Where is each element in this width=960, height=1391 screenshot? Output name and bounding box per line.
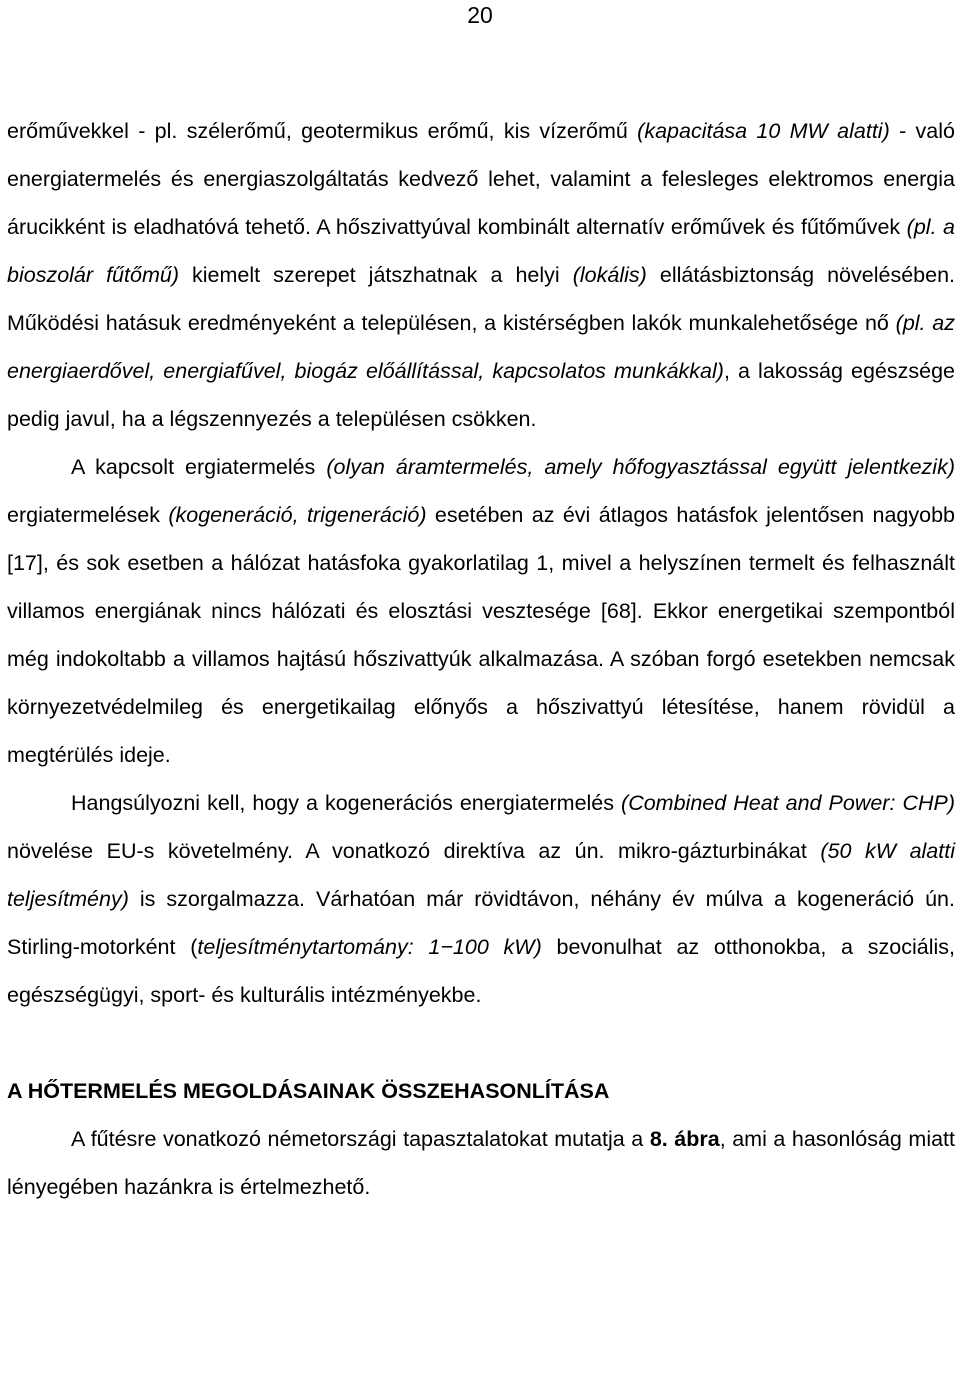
text-run: , a lakosság egészsége pedig javul, ha a légszennyezés a településen csökken. (7, 359, 956, 431)
text-run: (pl. az energiaerdővel, energiafűvel, biogáz előállítással, kapcsolatos munkákkal) (7, 311, 955, 383)
text-run: - való energiatermelés és energiaszolgáltatás kedvező lehet, valamint a felesleges elektromos energia árucikként is eladhatóvá tehető. A hőszivattyúval kombinált alternatív erőművek és fűtőművek (7, 119, 955, 239)
text-run: (kapacitása 10 MW alatti) (637, 119, 890, 143)
paragraph-heating (7, 1115, 955, 1211)
text-run: (50 kW alatti teljesítmény) (7, 839, 955, 911)
section-heading: A HŐTERMELÉS MEGOLDÁSAINAK ÖSSZEHASONLÍTÁSA (7, 1079, 610, 1103)
text-run: A fűtésre vonatkozó németországi tapasztalatokat mutatja a (71, 1127, 650, 1151)
text-run: A kapcsolt ergiatermelés (71, 455, 327, 479)
text-run: teljesítménytartomány: 1−100 kW) (197, 935, 542, 959)
paragraph-cogeneration (7, 443, 955, 779)
text-run: (olyan áramtermelés, amely hőfogyasztással együtt jelentkezik) (326, 455, 955, 479)
paragraph-chp (7, 779, 955, 1019)
text-run: Hangsúlyozni kell, hogy a kogenerációs energiatermelés (71, 791, 622, 815)
text-run: (lokális) (572, 263, 647, 287)
text-run: ergiatermelések (7, 503, 169, 527)
page-number: 20 (467, 2, 493, 28)
text-run: , ami a hasonlóság miatt lényegében hazánkra is értelmezhető. (7, 1127, 955, 1199)
document-body (7, 107, 955, 1211)
text-run: (pl. a bioszolár fűtőmű) (7, 215, 955, 287)
text-run: erőművekkel - pl. szélerőmű, geotermikus erőmű, kis vízerőmű (7, 119, 638, 143)
text-run: bevonulhat az otthonokba, a szociális, egészségügyi, sport- és kulturális intézményekbe. (7, 935, 955, 1007)
text-run: ellátásbiztonság növelésében. Működési hatásuk eredményeként a településen, a kistérségben lakók munkalehetősége nő (7, 263, 956, 335)
text-run: (Combined Heat and Power: CHP) (621, 791, 956, 815)
text-run: növelése EU-s követelmény. A vonatkozó direktíva az ún. mikro-gázturbinákat (7, 839, 821, 863)
text-run: (kogeneráció, trigeneráció) (168, 503, 427, 527)
paragraph-intro (7, 107, 955, 443)
text-run: 8. ábra (649, 1127, 720, 1151)
text-run: esetében az évi átlagos hatásfok jelentősen nagyobb [17], és sok esetben a hálózat hatásfoka gyakorlatilag 1, mivel a helyszínen termelt és felhasznált villamos energiának nincs hálózati és elosztási vesztesége [68]. Ekkor energetikai szempontból még indokoltabb a villamos hajtású hőszivattyúk alkalmazása. A szóban forgó esetekben nemcsak környezetvédelmileg és energetikailag előnyős a hőszivattyú létesítése, hanem rövidül a megtérülés ideje. (7, 503, 955, 767)
text-run: kiemelt szerepet játszhatnak a helyi (178, 263, 573, 287)
text-run: is szorgalmazza. Várhatóan már rövidtávon, néhány év múlva a kogeneráció ún. Stirling-motorként ( (7, 887, 955, 959)
